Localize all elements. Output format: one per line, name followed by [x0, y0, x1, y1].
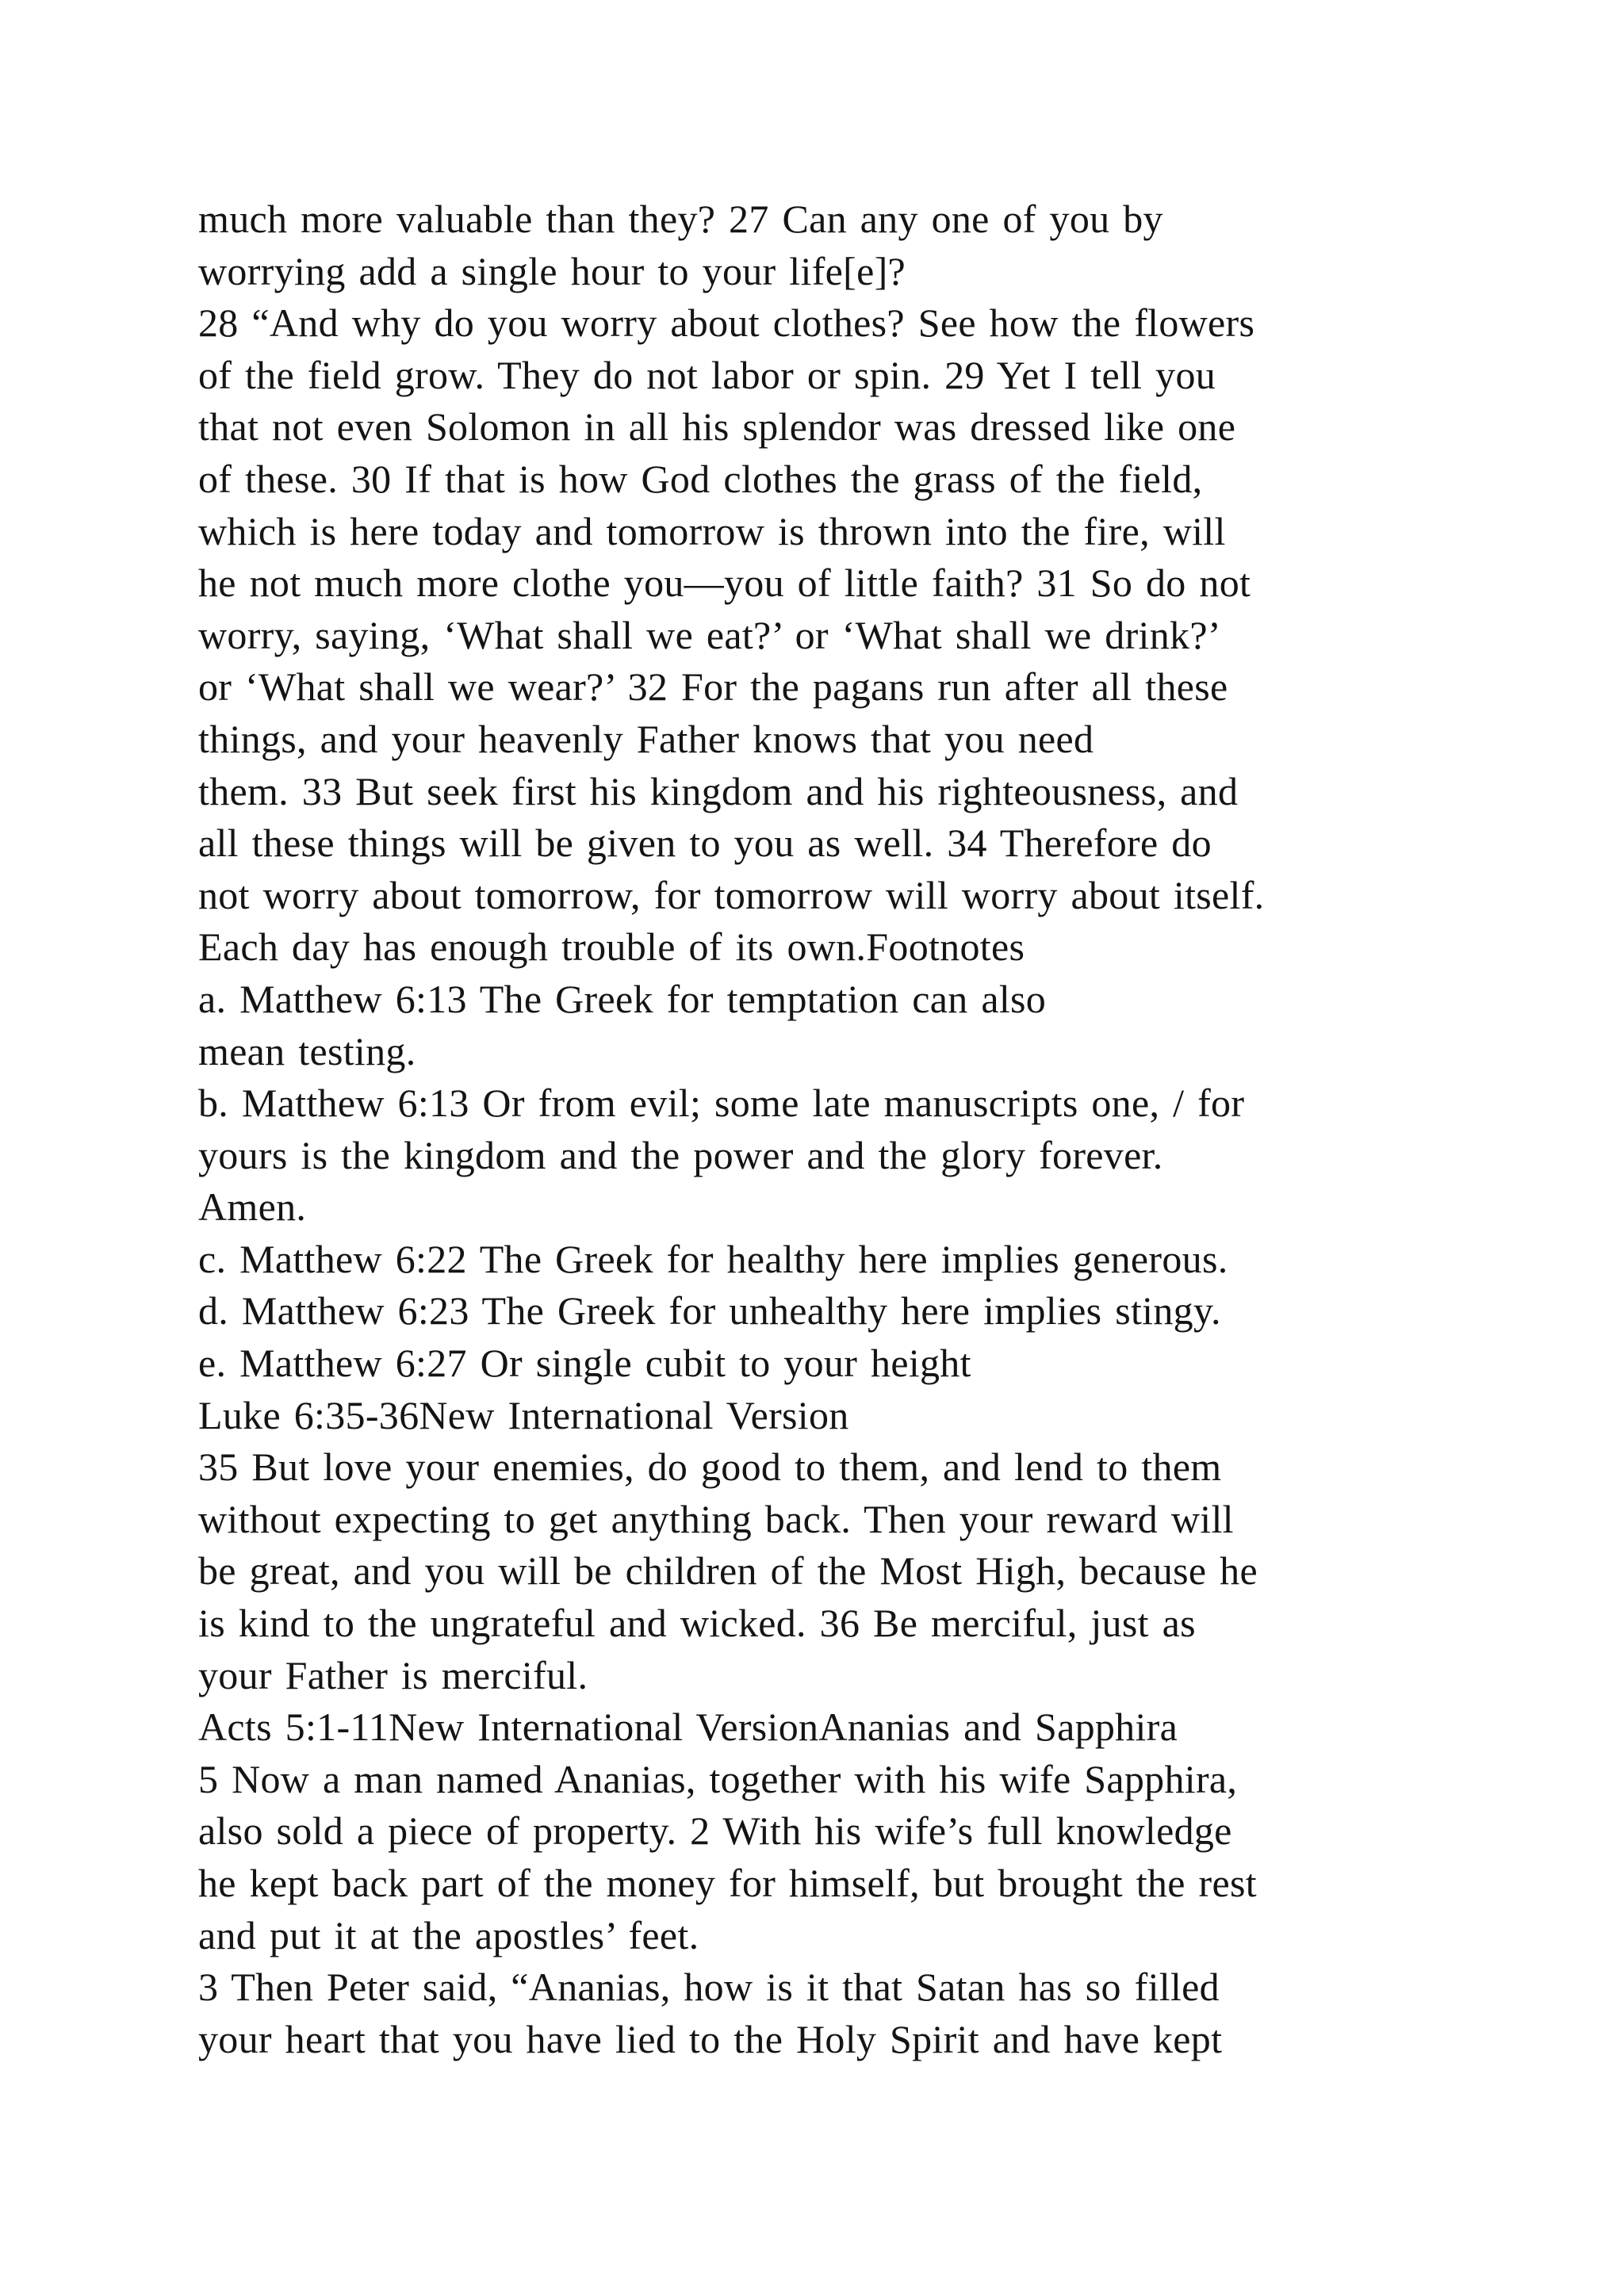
- passage-heading-acts: Acts 5:1-11New International VersionAnanias and Sapphira: [198, 1705, 1178, 1750]
- footnote-d: d. Matthew 6:23 The Greek for unhealthy here implies stingy.: [198, 1288, 1221, 1334]
- text-line: without expecting to get anything back. Then your reward will: [198, 1496, 1234, 1541]
- text-line: worry, saying, ‘What shall we eat?’ or ‘What shall we drink?’: [198, 612, 1221, 657]
- text-line: them. 33 But seek first his kingdom and his righteousness, and: [198, 768, 1239, 813]
- text-line: your Father is merciful.: [198, 1652, 588, 1697]
- text-line: he kept back part of the money for himself, but brought the rest: [198, 1861, 1257, 1905]
- text-line: is kind to the ungrateful and wicked. 36 Be merciful, just as: [198, 1601, 1196, 1646]
- text-line: 28 “And why do you worry about clothes? See how the flowers: [198, 300, 1255, 346]
- footnote-b: b. Matthew 6:13 Or from evil; some late manuscripts one, / for: [198, 1081, 1245, 1126]
- passage-heading-luke: Luke 6:35-36New International Version: [198, 1392, 849, 1437]
- text-line: things, and your heavenly Father knows that you need: [198, 716, 1094, 761]
- text-line: also sold a piece of property. 2 With his wife’s full knowledge: [198, 1808, 1232, 1854]
- text-line: much more valuable than they? 27 Can any one of you by: [198, 197, 1163, 241]
- text-line: not worry about tomorrow, for tomorrow will worry about itself.: [198, 872, 1265, 917]
- text-line: 3 Then Peter said, “Ananias, how is it that Satan has so filled: [198, 1965, 1220, 2010]
- footnote-a-continued: mean testing.: [198, 1028, 416, 1073]
- text-line: be great, and you will be children of the Most High, because he: [198, 1548, 1258, 1594]
- text-line: of the field grow. They do not labor or spin. 29 Yet I tell you: [198, 352, 1216, 397]
- text-line: 5 Now a man named Ananias, together with his wife Sapphira,: [198, 1756, 1238, 1801]
- footnote-b-continued: yours is the kingdom and the power and the glory forever.: [198, 1132, 1163, 1177]
- footnote-c: c. Matthew 6:22 The Greek for healthy here implies generous.: [198, 1236, 1228, 1281]
- text-line: worrying add a single hour to your life[e]?: [198, 248, 906, 293]
- text-line: that not even Solomon in all his splendor was dressed like one: [198, 404, 1236, 450]
- footnote-b-continued: Amen.: [198, 1184, 307, 1230]
- footnote-a: a. Matthew 6:13 The Greek for temptation can also: [198, 976, 1047, 1021]
- text-line: 35 But love your enemies, do good to them, and lend to them: [198, 1445, 1222, 1490]
- footnotes-heading-line: Each day has enough trouble of its own.Footnotes: [198, 924, 1025, 970]
- text-line: or ‘What shall we wear?’ 32 For the pagans run after all these: [198, 664, 1228, 710]
- document-text-block: [198, 193, 1483, 2065]
- text-line: your heart that you have lied to the Holy Spirit and have kept: [198, 2016, 1223, 2061]
- footnote-e: e. Matthew 6:27 Or single cubit to your height: [198, 1341, 971, 1386]
- text-line: all these things will be given to you as well. 34 Therefore do: [198, 821, 1212, 866]
- text-line: of these. 30 If that is how God clothes the grass of the field,: [198, 456, 1203, 501]
- text-line: which is here today and tomorrow is thrown into the fire, will: [198, 508, 1226, 553]
- text-line: and put it at the apostles’ feet.: [198, 1912, 699, 1957]
- text-line: he not much more clothe you—you of little faith? 31 So do not: [198, 561, 1251, 606]
